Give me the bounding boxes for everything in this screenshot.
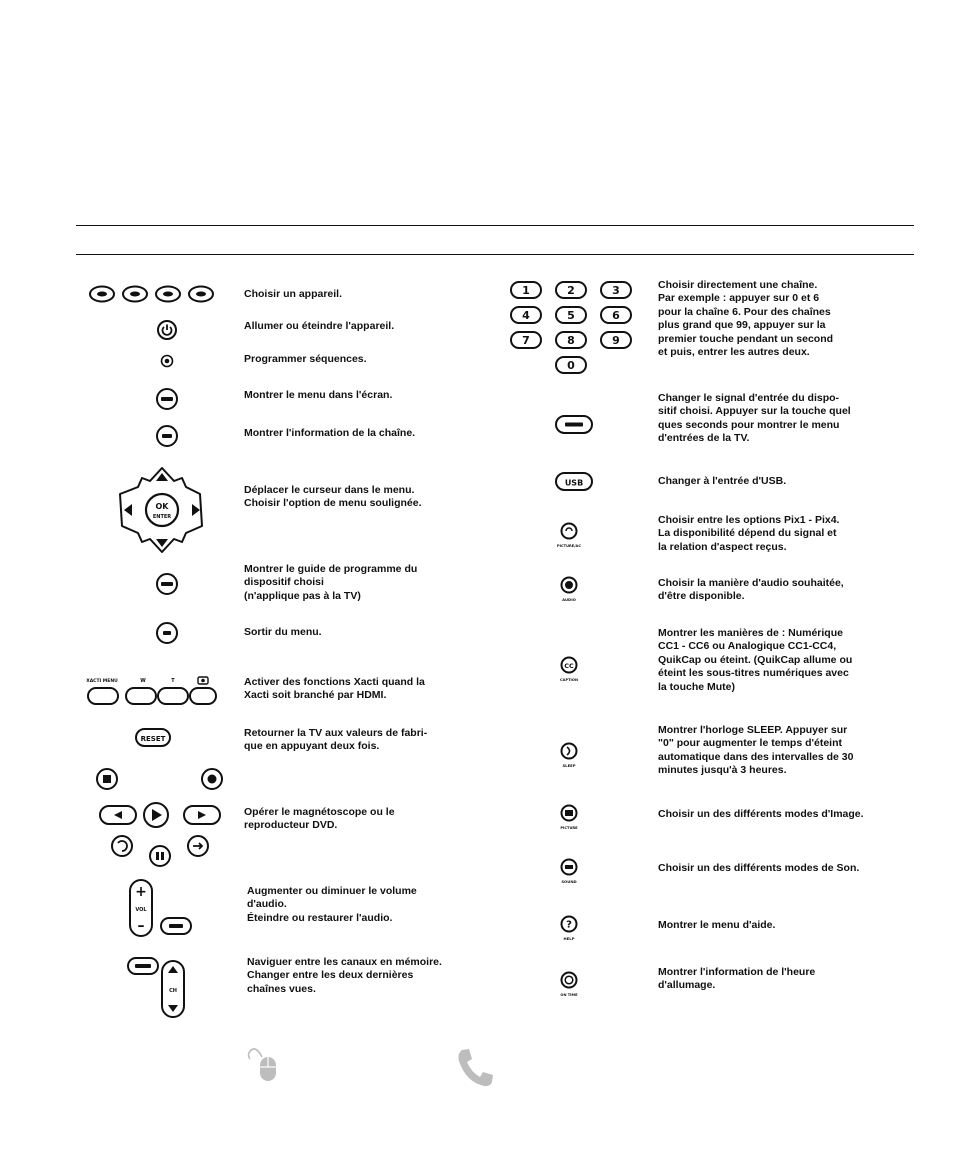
mouse-icon <box>246 1043 286 1085</box>
picture-icon <box>565 810 573 816</box>
key-6 <box>601 307 631 323</box>
sound-icon <box>565 865 573 869</box>
volume-text: Augmenter ou diminuer le volume d'audio. Éteindre ou restaurer l'audio. <box>247 885 417 924</box>
play-button <box>144 803 168 827</box>
menu-text: Montrer le menu dans l'écran. <box>244 389 393 401</box>
usb-text: Changer à l'entrée d'USB. <box>658 475 787 487</box>
on-time-label: ON TIME <box>560 993 578 997</box>
svg-text:9: 9 <box>612 334 620 347</box>
key-4 <box>511 307 541 323</box>
svg-text:5: 5 <box>567 309 575 322</box>
nav-text: Déplacer le curseur dans le menu. Choisir l'option de menu soulignée. <box>244 484 422 510</box>
fast-forward-button <box>184 806 220 824</box>
key-8 <box>556 332 586 348</box>
ok-label: OK <box>155 502 169 511</box>
device-aux-button <box>189 287 213 302</box>
sound-text: Choisir un des différents modes de Son. <box>658 862 860 874</box>
xacti-t-button <box>158 688 188 704</box>
info-button[interactable] <box>155 424 179 448</box>
xacti-w-label: W <box>140 678 146 684</box>
xacti-w-button <box>126 688 156 704</box>
pix-button[interactable] <box>555 520 591 550</box>
svg-text:8: 8 <box>567 334 575 347</box>
svg-text:3: 3 <box>612 284 620 297</box>
sleep-button[interactable] <box>555 740 591 770</box>
skip-button <box>188 836 208 856</box>
macro-text: Programmer séquences. <box>244 353 367 365</box>
ontime-text: Montrer l'information de l'heure d'allumage. <box>658 966 816 992</box>
audio-icon <box>565 581 573 589</box>
exit-button[interactable] <box>155 621 179 645</box>
volume-label: VOL <box>135 907 147 913</box>
transport-controls[interactable] <box>94 766 234 872</box>
svg-text:4: 4 <box>522 309 530 322</box>
devices-text: Choisir un appareil. <box>244 288 343 300</box>
sleep-text: Montrer l'horloge SLEEP. Appuyer sur "0" pour augmenter le temps d'éteint automatique dans des intervalles de 30 minutes jusqu'à 3 heures. <box>658 724 854 777</box>
key-3 <box>601 282 631 298</box>
sound-mode-button[interactable] <box>555 856 591 886</box>
digits-text: Choisir directement une chaîne. Par exemple : appuyer sur 0 et 6 pour la chaîne 6. Pour des chaînes plus grand que 99, appuyer sur la premier touche pendant un second et puis, entrer les autres deux. <box>658 279 834 359</box>
exit-text: Sortir du menu. <box>244 626 322 638</box>
svg-text:6: 6 <box>612 309 620 322</box>
help-label: HELP <box>563 936 575 941</box>
xacti-buttons[interactable] <box>86 676 218 708</box>
menu-button[interactable] <box>155 387 179 411</box>
reset-label: RESET <box>140 735 166 743</box>
xacti-menu-button <box>88 688 118 704</box>
channel-label: CH <box>169 988 177 994</box>
pix-text: Choisir entre les options Pix1 - Pix4. La disponibilité dépend du signal et la relation d'aspect reçus. <box>658 514 840 553</box>
navigation-pad[interactable] <box>112 464 212 556</box>
reset-button[interactable] <box>134 727 198 749</box>
svg-text:2: 2 <box>567 284 575 297</box>
key-5 <box>556 307 586 323</box>
svg-text:0: 0 <box>567 359 575 372</box>
help-button[interactable] <box>555 913 591 943</box>
key-2 <box>556 282 586 298</box>
stop-icon <box>103 775 111 783</box>
arrow-down-icon <box>156 539 168 547</box>
arrow-right-icon <box>192 504 200 516</box>
xacti-capture-button <box>190 688 216 704</box>
arrow-left-icon <box>124 504 132 516</box>
xacti-menu-label: XACTI MENU <box>86 679 118 684</box>
sound-label: SOUND <box>561 879 577 884</box>
sleep-label: SLEEP <box>562 763 576 768</box>
usb-button[interactable] <box>553 471 595 493</box>
device-buttons[interactable] <box>88 284 223 304</box>
pause-icon <box>156 852 159 860</box>
picture-text: Choisir un des différents modes d'Image. <box>658 808 864 820</box>
record-button <box>202 769 222 789</box>
svg-text:1: 1 <box>522 284 530 297</box>
transport-text: Opérer le magnétoscope ou le reproducteur DVD. <box>244 806 395 832</box>
channel-text: Naviguer entre les canaux en mémoire. Changer entre les deux dernières chaînes vues. <box>247 956 442 995</box>
help-text: Montrer le menu d'aide. <box>658 919 776 931</box>
number-keypad[interactable] <box>508 280 634 376</box>
audio-label: AUDIO <box>562 597 576 602</box>
input-button[interactable] <box>553 414 595 436</box>
usb-label: USB <box>564 478 584 488</box>
device-stb-button <box>156 287 180 302</box>
volume-down-icon: – <box>137 918 145 934</box>
header-bottom-rule <box>76 254 914 255</box>
rewind-button <box>100 806 136 824</box>
svg-text:7: 7 <box>522 334 530 347</box>
replay-button <box>112 836 132 856</box>
recall-button <box>128 958 158 974</box>
help-icon: ? <box>566 919 572 931</box>
reset-text: Retourner la TV aux valeurs de fabri- que en appuyant deux fois. <box>244 727 428 753</box>
key-7 <box>511 332 541 348</box>
key-0 <box>556 357 586 373</box>
caption-button[interactable] <box>555 654 591 684</box>
input-text: Changer le signal d'entrée du dispo- sitif choisi. Appuyer sur la touche quel ques seconds pour montrer le menu d'entrées de la TV. <box>658 392 851 445</box>
stop-button <box>97 769 117 789</box>
cc-icon: CC <box>564 662 574 670</box>
key-1 <box>511 282 541 298</box>
camera-icon <box>198 677 208 684</box>
pix-label: PICTURE/AC <box>557 544 581 548</box>
power-text: Allumer ou éteindre l'appareil. <box>244 320 395 332</box>
arrow-up-icon <box>156 473 168 481</box>
enter-label: ENTER <box>152 514 172 520</box>
volume-controls[interactable] <box>126 878 198 940</box>
cc-text: Montrer les manières de : Numérique CC1 - CC6 ou Analogique CC1-CC4, QuikCap ou éteint. (QuikCap allume ou éteint les sous-titres numériques avec la touche Mute) <box>658 627 853 693</box>
mute-button <box>161 918 191 934</box>
key-9 <box>601 332 631 348</box>
picture-mode-button[interactable] <box>555 802 591 832</box>
channel-controls[interactable] <box>126 955 192 1019</box>
pause-button <box>150 846 170 866</box>
volume-up-icon: + <box>135 884 147 900</box>
record-icon <box>208 775 217 784</box>
on-time-button[interactable] <box>555 969 591 999</box>
xacti-t-label: T <box>171 678 175 684</box>
guide-button[interactable] <box>155 572 179 596</box>
power-button[interactable] <box>156 319 178 341</box>
caption-label: CAPTION <box>560 678 578 682</box>
top-rule <box>76 225 914 226</box>
xacti-text: Activer des fonctions Xacti quand la Xacti soit branché par HDMI. <box>244 676 425 702</box>
device-dvd-button <box>123 287 147 302</box>
info-text: Montrer l'information de la chaîne. <box>244 427 416 439</box>
macro-button[interactable] <box>159 353 175 369</box>
picture-label: PICTURE <box>560 826 578 830</box>
audio-text: Choisir la manière d'audio souhaitée, d'être disponible. <box>658 577 844 603</box>
guide-text: Montrer le guide de programme du dispositif choisi (n'applique pas à la TV) <box>244 563 418 602</box>
device-tv-button <box>90 287 114 302</box>
audio-button[interactable] <box>555 574 591 604</box>
phone-icon <box>454 1046 498 1090</box>
